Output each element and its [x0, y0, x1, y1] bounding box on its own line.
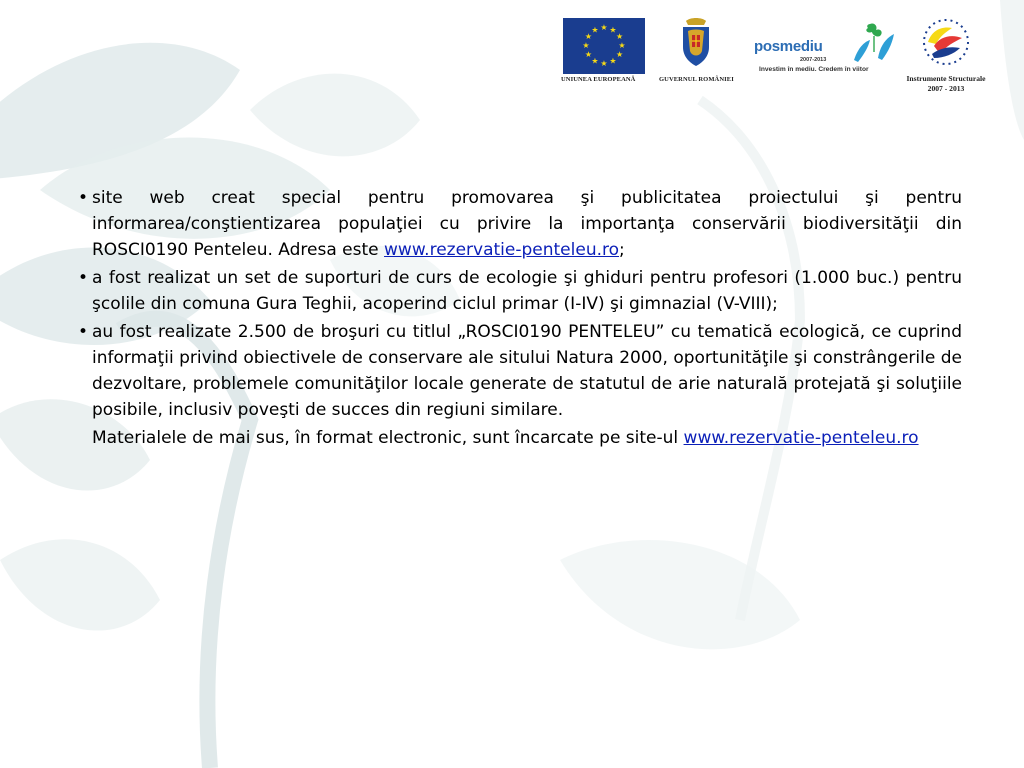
- posmediu-years: 2007-2013: [800, 57, 827, 63]
- eu-logo-caption: UNIUNEA EUROPEANĂ: [561, 76, 636, 83]
- svg-text:★: ★: [591, 25, 599, 35]
- svg-text:★: ★: [600, 59, 608, 68]
- posmediu-wordmark: [754, 38, 822, 55]
- posmediu-hands-icon: [848, 20, 900, 64]
- bullet-website-tail: ;: [619, 240, 625, 260]
- posmediu-logo: [754, 20, 900, 82]
- romania-coat-of-arms-logo: [680, 17, 712, 67]
- bullet-course-materials: [78, 265, 962, 317]
- bullet-course-materials-text: a fost realizat un set de suporturi de curs de ecologie şi ghiduri pentru profesori (1.000 buc.) pentru şcolile din comuna Gura Teghii, acoperind ciclul primar (I-IV) şi gimnazial (V-VIII);: [92, 268, 962, 314]
- bullet-brochures-text: au fost realizate 2.500 de broşuri cu titlul „ROSCI0190 PENTELEU” cu tematică ecologică, ce cuprind informaţii privind obiectivele de conservare ale sitului Natura 2000, oportunităţile şi constrângerile de dezvoltare, problemele comunităţilor locale generate de statutul de arie naturală protejată şi soluţiile posibile, inclusiv poveşti de succes din regiuni similare.: [92, 322, 962, 420]
- is-logo-years: 2007 - 2013: [927, 84, 965, 93]
- website-link[interactable]: www.rezervatie-penteleu.ro: [384, 240, 620, 260]
- svg-text:★: ★: [582, 41, 590, 50]
- bullet-brochures: [78, 319, 962, 423]
- svg-text:★: ★: [609, 25, 617, 35]
- svg-text:★: ★: [618, 41, 626, 50]
- svg-text:★: ★: [584, 32, 592, 41]
- svg-text:★: ★: [591, 56, 599, 66]
- gov-logo-caption: GUVERNUL ROMÂNIEI: [659, 76, 734, 83]
- bullet-marker: •: [78, 322, 89, 342]
- eu-flag-logo: [563, 18, 645, 74]
- closing-paragraph: [78, 425, 962, 451]
- svg-text:★: ★: [616, 50, 624, 59]
- posmediu-word-b: mediu: [779, 38, 823, 55]
- closing-text: Materialele de mai sus, în format electronic, sunt încarcate pe site-ul: [92, 428, 684, 448]
- is-logo-caption: Instrumente Structurale: [906, 74, 986, 83]
- bullet-website: [78, 185, 962, 263]
- svg-text:★: ★: [600, 23, 608, 32]
- bullet-marker: •: [78, 268, 89, 288]
- slide-body: [78, 185, 962, 451]
- sponsor-logos-strip: [556, 8, 990, 96]
- closing-website-link[interactable]: www.rezervatie-penteleu.ro: [683, 428, 919, 448]
- svg-text:★: ★: [616, 32, 624, 41]
- svg-text:★: ★: [609, 56, 617, 66]
- bullet-website-text: site web creat special pentru promovarea şi publicitatea proiectului şi pentru informarea/conştientizarea populaţiei cu privire la importanţa conservării biodiversităţii din ROSCI0190 Penteleu. Adresa este: [92, 188, 962, 260]
- bullet-marker: •: [78, 188, 89, 208]
- instrumente-structurale-logo: [906, 14, 986, 94]
- posmediu-word-a: pos: [754, 38, 780, 55]
- svg-text:★: ★: [584, 50, 592, 59]
- posmediu-slogan: Investim în mediu. Credem în viitor: [759, 66, 869, 73]
